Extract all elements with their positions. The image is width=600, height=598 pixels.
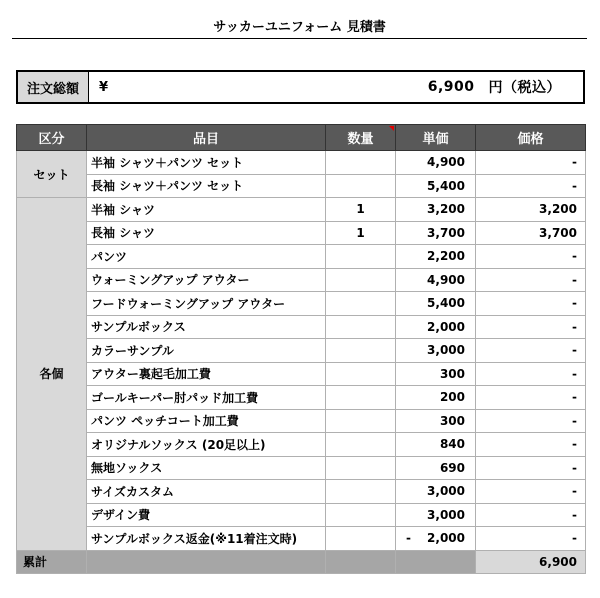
header-kubun: 区分 <box>17 125 87 151</box>
header-unit-price: 単価 <box>396 125 476 151</box>
item-name: パンツ ペッチコート加工費 <box>87 409 326 433</box>
item-name: 半袖 シャツ＋パンツ セット <box>87 151 326 175</box>
item-price: - <box>476 339 586 363</box>
item-price: 3,700 <box>476 221 586 245</box>
item-name: アウター裏起毛加工費 <box>87 362 326 386</box>
item-price: - <box>476 409 586 433</box>
item-qty <box>326 268 396 292</box>
item-price: - <box>476 362 586 386</box>
item-name: フードウォーミングアップ アウター <box>87 292 326 316</box>
table-row <box>17 362 586 386</box>
item-qty <box>326 386 396 410</box>
table-row <box>17 433 586 457</box>
item-name: パンツ <box>87 245 326 269</box>
item-qty <box>326 456 396 480</box>
item-name: ウォーミングアップ アウター <box>87 268 326 292</box>
table-row <box>17 386 586 410</box>
order-total-label: 注文総額 <box>18 72 89 102</box>
header-qty <box>326 125 396 151</box>
item-price: - <box>476 151 586 175</box>
table-row <box>17 339 586 363</box>
table-row <box>17 221 586 245</box>
table-row <box>17 480 586 504</box>
item-name: 長袖 シャツ <box>87 221 326 245</box>
table-row <box>17 268 586 292</box>
item-price: - <box>476 268 586 292</box>
item-price: - <box>476 174 586 198</box>
item-unit-price <box>396 527 476 551</box>
item-qty <box>326 339 396 363</box>
item-price: - <box>476 433 586 457</box>
table-row <box>17 151 586 175</box>
total-empty-1 <box>87 550 326 574</box>
item-unit-price: 3,200 <box>396 198 476 222</box>
item-price: - <box>476 503 586 527</box>
item-unit-price: 2,200 <box>396 245 476 269</box>
item-price: - <box>476 456 586 480</box>
item-price: - <box>476 292 586 316</box>
group-label: セット <box>17 151 87 198</box>
total-label: 累計 <box>17 550 87 574</box>
item-price: - <box>476 480 586 504</box>
header-price: 価格 <box>476 125 586 151</box>
item-name: デザイン費 <box>87 503 326 527</box>
item-name: 長袖 シャツ＋パンツ セット <box>87 174 326 198</box>
table-row <box>17 174 586 198</box>
item-unit-price: 200 <box>396 386 476 410</box>
item-name: オリジナルソックス (20足以上) <box>87 433 326 457</box>
negative-sign: - <box>406 531 411 546</box>
total-empty-2 <box>326 550 396 574</box>
item-price: 3,200 <box>476 198 586 222</box>
table-header-row <box>17 125 586 151</box>
table-row <box>17 527 586 551</box>
item-unit-price: 690 <box>396 456 476 480</box>
item-qty <box>326 362 396 386</box>
item-unit-price: 840 <box>396 433 476 457</box>
item-unit-price: 3,000 <box>396 503 476 527</box>
item-price: - <box>476 386 586 410</box>
page-title: サッカーユニフォーム 見積書 <box>12 16 587 39</box>
table-row <box>17 503 586 527</box>
item-unit-price-value: 2,000 <box>427 531 465 546</box>
item-unit-price: 300 <box>396 362 476 386</box>
order-total-amount <box>428 72 583 102</box>
item-name: サンプルボックス <box>87 315 326 339</box>
item-name: サイズカスタム <box>87 480 326 504</box>
table-row <box>17 456 586 480</box>
table-row <box>17 198 586 222</box>
item-unit-price: 4,900 <box>396 151 476 175</box>
total-row <box>17 550 586 574</box>
item-price: - <box>476 245 586 269</box>
table-row <box>17 292 586 316</box>
item-unit-price: 5,400 <box>396 174 476 198</box>
item-qty <box>326 245 396 269</box>
item-qty <box>326 151 396 175</box>
item-unit-price: 2,000 <box>396 315 476 339</box>
item-qty: 1 <box>326 221 396 245</box>
item-unit-price: 3,000 <box>396 480 476 504</box>
item-qty <box>326 480 396 504</box>
table-row <box>17 409 586 433</box>
item-unit-price: 5,400 <box>396 292 476 316</box>
item-name: 無地ソックス <box>87 456 326 480</box>
item-name: 半袖 シャツ <box>87 198 326 222</box>
header-qty-label: 数量 <box>347 132 374 147</box>
item-unit-price: 4,900 <box>396 268 476 292</box>
item-price: - <box>476 315 586 339</box>
order-total-unit: 円（税込） <box>488 80 561 96</box>
item-qty <box>326 315 396 339</box>
item-qty <box>326 527 396 551</box>
item-qty <box>326 292 396 316</box>
currency-symbol: ¥ <box>99 79 109 95</box>
table-row <box>17 245 586 269</box>
item-qty: 1 <box>326 198 396 222</box>
group-label: 各個 <box>17 198 87 551</box>
estimate-table <box>16 124 586 574</box>
item-qty <box>326 174 396 198</box>
order-total-value: 6,900 <box>427 79 475 95</box>
item-qty <box>326 433 396 457</box>
item-name: ゴールキーパー肘パッド加工費 <box>87 386 326 410</box>
comment-indicator-icon[interactable] <box>389 126 394 131</box>
item-unit-price: 3,000 <box>396 339 476 363</box>
item-unit-price: 300 <box>396 409 476 433</box>
item-unit-price: 3,700 <box>396 221 476 245</box>
total-value: 6,900 <box>476 550 586 574</box>
item-price: - <box>476 527 586 551</box>
item-qty <box>326 409 396 433</box>
header-item: 品目 <box>87 125 326 151</box>
order-total-box <box>16 70 585 104</box>
table-body <box>17 151 586 551</box>
item-name: サンプルボックス返金(※11着注文時) <box>87 527 326 551</box>
table-row <box>17 315 586 339</box>
item-name: カラーサンプル <box>87 339 326 363</box>
total-empty-3 <box>396 550 476 574</box>
item-qty <box>326 503 396 527</box>
